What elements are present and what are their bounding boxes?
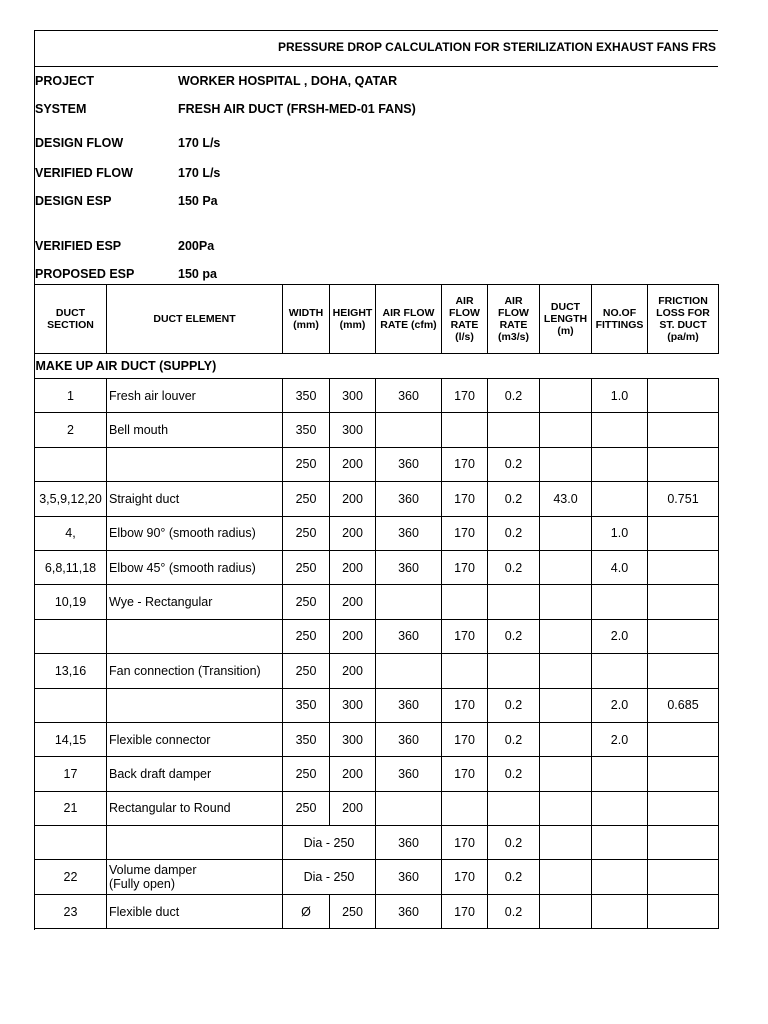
info-label: VERIFIED FLOW (35, 166, 133, 180)
cell-ls: 170 (442, 860, 488, 894)
cell-m3s: 0.2 (488, 826, 540, 860)
cell-friction (648, 860, 719, 894)
cell-width: 250 (283, 550, 330, 584)
cell-height: 200 (330, 654, 376, 688)
info-value: 170 L/s (178, 166, 221, 180)
cell-element: Elbow 90° (smooth radius) (107, 516, 283, 550)
cell-section: 3,5,9,12,20 (35, 482, 107, 516)
pressure-drop-table (34, 284, 719, 929)
cell-section: 22 (35, 860, 107, 894)
cell-width: 350 (283, 379, 330, 413)
cell-section: 10,19 (35, 585, 107, 619)
cell-height: 300 (330, 379, 376, 413)
cell-m3s: 0.2 (488, 757, 540, 791)
cell-element: Fan connection (Transition) (107, 654, 283, 688)
cell-m3s: 0.2 (488, 860, 540, 894)
cell-length (540, 894, 592, 928)
cell-cfm: 360 (376, 550, 442, 584)
table-row (35, 688, 719, 722)
cell-section: 1 (35, 379, 107, 413)
cell-element: Wye - Rectangular (107, 585, 283, 619)
cell-width: 350 (283, 722, 330, 756)
cell-element: Flexible duct (107, 894, 283, 928)
cell-friction (648, 379, 719, 413)
cell-height: 250 (330, 894, 376, 928)
cell-ls: 170 (442, 447, 488, 481)
cell-length (540, 413, 592, 447)
cell-fittings (592, 860, 648, 894)
cell-m3s: 0.2 (488, 550, 540, 584)
cell-length (540, 379, 592, 413)
cell-section: 2 (35, 413, 107, 447)
header-height: HEIGHT (mm) (330, 285, 376, 354)
cell-section: 21 (35, 791, 107, 825)
cell-cfm: 360 (376, 894, 442, 928)
cell-cfm: 360 (376, 482, 442, 516)
cell-ls: 170 (442, 482, 488, 516)
table-row (35, 826, 719, 860)
cell-section: 6,8,11,18 (35, 550, 107, 584)
info-value: 200Pa (178, 239, 215, 253)
cell-length (540, 826, 592, 860)
cell-ls (442, 791, 488, 825)
cell-friction (648, 585, 719, 619)
table-row (35, 516, 719, 550)
cell-friction: 0.685 (648, 688, 719, 722)
cell-friction (648, 894, 719, 928)
cell-ls: 170 (442, 894, 488, 928)
cell-friction (648, 447, 719, 481)
table-row (35, 619, 719, 653)
cell-m3s: 0.2 (488, 482, 540, 516)
header-air-flow-ls: AIR FLOW RATE (l/s) (442, 285, 488, 354)
cell-fittings: 1.0 (592, 516, 648, 550)
table-row (35, 550, 719, 584)
page-title: PRESSURE DROP CALCULATION FOR STERILIZATION EXHAUST FANS FRS (277, 40, 716, 54)
table-row (35, 447, 719, 481)
cell-width: 250 (283, 447, 330, 481)
cell-m3s: 0.2 (488, 688, 540, 722)
cell-width: 250 (283, 791, 330, 825)
cell-cfm: 360 (376, 619, 442, 653)
cell-fittings: 2.0 (592, 688, 648, 722)
cell-section: 23 (35, 894, 107, 928)
header-friction-loss: FRICTION LOSS FOR ST. DUCT (pa/m) (648, 285, 719, 354)
cell-ls: 170 (442, 722, 488, 756)
cell-height: 200 (330, 757, 376, 791)
section-row (35, 354, 719, 379)
info-value: FRESH AIR DUCT (FRSH-MED-01 FANS) (178, 102, 416, 116)
cell-friction (648, 550, 719, 584)
cell-friction (648, 791, 719, 825)
cell-length (540, 619, 592, 653)
cell-element (107, 860, 283, 894)
cell-friction (648, 654, 719, 688)
cell-section (35, 619, 107, 653)
cell-diameter: Dia - 250 (283, 826, 376, 860)
cell-fittings (592, 894, 648, 928)
cell-fittings: 1.0 (592, 379, 648, 413)
table-row (35, 894, 719, 928)
cell-height: 200 (330, 516, 376, 550)
info-value: 150 Pa (178, 194, 218, 208)
header-row (35, 285, 719, 354)
cell-cfm: 360 (376, 757, 442, 791)
cell-ls: 170 (442, 757, 488, 791)
table-row (35, 585, 719, 619)
cell-m3s: 0.2 (488, 379, 540, 413)
info-label: PROJECT (35, 74, 95, 88)
cell-length (540, 860, 592, 894)
cell-ls: 170 (442, 379, 488, 413)
cell-section (35, 688, 107, 722)
cell-width: 350 (283, 688, 330, 722)
cell-section: 4, (35, 516, 107, 550)
info-value: 170 L/s (178, 136, 221, 150)
info-label: VERIFIED ESP (35, 239, 122, 253)
cell-ls: 170 (442, 619, 488, 653)
cell-friction (648, 722, 719, 756)
cell-cfm: 360 (376, 688, 442, 722)
title-bar (34, 30, 718, 67)
header-width: WIDTH (mm) (283, 285, 330, 354)
cell-length (540, 550, 592, 584)
cell-m3s (488, 585, 540, 619)
cell-length: 43.0 (540, 482, 592, 516)
cell-ls (442, 654, 488, 688)
cell-diameter: Dia - 250 (283, 860, 376, 894)
cell-height: 200 (330, 482, 376, 516)
header-duct-length: DUCT LENGTH (m) (540, 285, 592, 354)
cell-m3s: 0.2 (488, 447, 540, 481)
cell-height: 200 (330, 550, 376, 584)
cell-length (540, 585, 592, 619)
cell-fittings: 2.0 (592, 722, 648, 756)
cell-length (540, 654, 592, 688)
cell-friction (648, 826, 719, 860)
cell-cfm (376, 585, 442, 619)
header-air-flow-m3s: AIR FLOW RATE (m3/s) (488, 285, 540, 354)
table-row (35, 860, 719, 894)
cell-length (540, 447, 592, 481)
cell-cfm: 360 (376, 447, 442, 481)
cell-element (107, 826, 283, 860)
cell-element-line1: Volume damper (109, 863, 197, 878)
cell-width: 250 (283, 619, 330, 653)
cell-length (540, 688, 592, 722)
cell-height: 200 (330, 447, 376, 481)
cell-cfm (376, 791, 442, 825)
cell-fittings (592, 585, 648, 619)
cell-section: 13,16 (35, 654, 107, 688)
section-label: MAKE UP AIR DUCT (SUPPLY) (35, 354, 719, 379)
cell-ls (442, 585, 488, 619)
cell-section (35, 826, 107, 860)
header-air-flow-cfm: AIR FLOW RATE (cfm) (376, 285, 442, 354)
cell-element (107, 447, 283, 481)
cell-m3s: 0.2 (488, 516, 540, 550)
cell-ls: 170 (442, 550, 488, 584)
cell-cfm: 360 (376, 860, 442, 894)
cell-height: 200 (330, 791, 376, 825)
cell-element: Bell mouth (107, 413, 283, 447)
cell-ls: 170 (442, 688, 488, 722)
cell-height: 300 (330, 688, 376, 722)
cell-cfm (376, 654, 442, 688)
cell-m3s (488, 654, 540, 688)
cell-m3s (488, 413, 540, 447)
cell-cfm: 360 (376, 722, 442, 756)
cell-length (540, 791, 592, 825)
cell-fittings (592, 482, 648, 516)
cell-element: Fresh air louver (107, 379, 283, 413)
cell-friction (648, 413, 719, 447)
cell-fittings: 2.0 (592, 619, 648, 653)
info-label: DESIGN ESP (35, 194, 112, 208)
cell-height: 300 (330, 413, 376, 447)
cell-element-line2: (Fully open) (109, 877, 175, 892)
table-row (35, 757, 719, 791)
cell-length (540, 516, 592, 550)
cell-element: Elbow 45° (smooth radius) (107, 550, 283, 584)
cell-m3s: 0.2 (488, 894, 540, 928)
cell-fittings (592, 757, 648, 791)
cell-element: Rectangular to Round (107, 791, 283, 825)
cell-friction (648, 619, 719, 653)
info-label: SYSTEM (35, 102, 87, 116)
header-duct-section: DUCT SECTION (35, 285, 107, 354)
cell-ls: 170 (442, 516, 488, 550)
cell-section: 17 (35, 757, 107, 791)
cell-height: 300 (330, 722, 376, 756)
cell-element: Flexible connector (107, 722, 283, 756)
cell-element (107, 688, 283, 722)
info-value: WORKER HOSPITAL , DOHA, QATAR (178, 74, 398, 88)
table-row (35, 413, 719, 447)
cell-width: 350 (283, 413, 330, 447)
table-row (35, 791, 719, 825)
cell-ls (442, 413, 488, 447)
info-value: 150 pa (178, 267, 217, 281)
cell-height: 200 (330, 585, 376, 619)
info-label: PROPOSED ESP (35, 267, 135, 281)
cell-length (540, 757, 592, 791)
cell-length (540, 722, 592, 756)
cell-fittings (592, 413, 648, 447)
cell-element (107, 619, 283, 653)
cell-width: 250 (283, 516, 330, 550)
cell-width: 250 (283, 585, 330, 619)
cell-element: Back draft damper (107, 757, 283, 791)
cell-fittings (592, 447, 648, 481)
cell-ls: 170 (442, 826, 488, 860)
cell-fittings (592, 654, 648, 688)
cell-width: 250 (283, 482, 330, 516)
cell-width: 250 (283, 757, 330, 791)
table-row (35, 482, 719, 516)
cell-element: Straight duct (107, 482, 283, 516)
cell-section (35, 447, 107, 481)
table-row (35, 379, 719, 413)
cell-m3s: 0.2 (488, 722, 540, 756)
cell-width: Ø (283, 894, 330, 928)
cell-m3s (488, 791, 540, 825)
cell-fittings (592, 826, 648, 860)
info-label: DESIGN FLOW (35, 136, 124, 150)
cell-friction: 0.751 (648, 482, 719, 516)
cell-section: 14,15 (35, 722, 107, 756)
cell-friction (648, 757, 719, 791)
cell-m3s: 0.2 (488, 619, 540, 653)
cell-cfm: 360 (376, 516, 442, 550)
header-duct-element: DUCT ELEMENT (107, 285, 283, 354)
cell-cfm: 360 (376, 826, 442, 860)
table-row (35, 722, 719, 756)
cell-fittings (592, 791, 648, 825)
cell-height: 200 (330, 619, 376, 653)
table-row (35, 654, 719, 688)
cell-cfm: 360 (376, 379, 442, 413)
cell-cfm (376, 413, 442, 447)
cell-width: 250 (283, 654, 330, 688)
cell-friction (648, 516, 719, 550)
cell-fittings: 4.0 (592, 550, 648, 584)
header-no-of-fittings: NO.OF FITTINGS (592, 285, 648, 354)
